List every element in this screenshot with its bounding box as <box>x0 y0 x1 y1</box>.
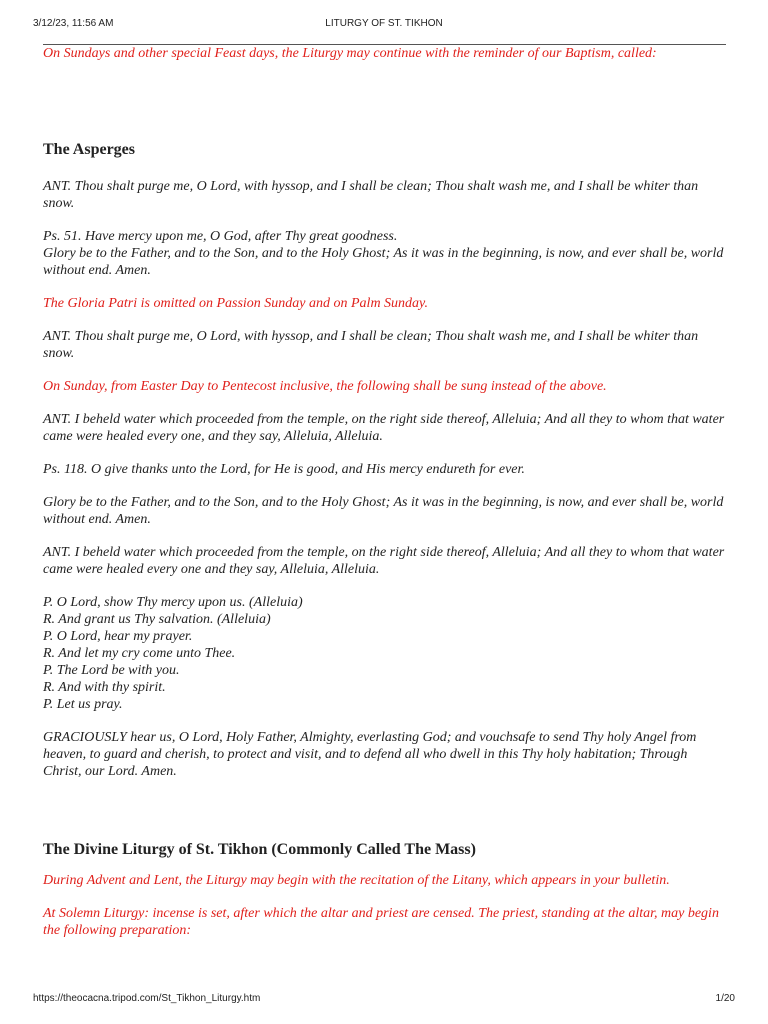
print-datetime: 3/12/23, 11:56 AM <box>33 18 114 29</box>
antiphon-2-repeat: ANT. I beheld water which proceeded from the temple, on the right side thereof, Alleluia; And all they to whom that water came were healed every one and they say, Alleluia, Alleluia. <box>43 545 725 577</box>
spacer <box>43 160 726 178</box>
response: R. And with thy spirit. <box>43 680 166 695</box>
psalm-118: Ps. 118. O give thanks unto the Lord, for He is good, and His mercy endureth for ever. <box>43 462 525 477</box>
gloria-patri-1: Glory be to the Father, and to the Son, and to the Holy Ghost; As it was in the beginning, is now, and ever shall be, world without end. Amen. <box>43 246 724 278</box>
response: R. And grant us Thy salvation. (Alleluia) <box>43 612 271 627</box>
page-header <box>0 18 768 32</box>
versicle: P. The Lord be with you. <box>43 663 180 678</box>
rubric-gloria: The Gloria Patri is omitted on Passion Sunday and on Palm Sunday. <box>43 296 428 311</box>
document-body <box>43 45 726 955</box>
document-title: LITURGY OF ST. TIKHON <box>325 18 443 29</box>
antiphon-2: ANT. I beheld water which proceeded from the temple, on the right side thereof, Alleluia; And all they to whom that water came were healed every one, and they say, Alleluia, Alleluia. <box>43 412 725 444</box>
versicle: P. O Lord, hear my prayer. <box>43 629 193 644</box>
liturgy-heading: The Divine Liturgy of St. Tikhon (Commonly Called The Mass) <box>43 841 476 858</box>
page-number: 1/20 <box>715 993 735 1004</box>
spacer <box>43 796 726 840</box>
source-url[interactable]: https://theocacna.tripod.com/St_Tikhon_Liturgy.htm <box>33 993 261 1004</box>
versicles <box>43 594 726 713</box>
response: R. And let my cry come unto Thee. <box>43 646 236 661</box>
asperges-heading: The Asperges <box>43 141 135 158</box>
intro-rubric: On Sundays and other special Feast days, the Liturgy may continue with the reminder of our Baptism, called: <box>43 46 657 61</box>
spacer <box>43 78 726 140</box>
versicle: P. O Lord, show Thy mercy upon us. (Alleluia) <box>43 595 303 610</box>
rubric-advent: During Advent and Lent, the Liturgy may begin with the recitation of the Litany, which appears in your bulletin. <box>43 873 670 888</box>
spacer <box>43 860 726 872</box>
gloria-patri-2: Glory be to the Father, and to the Son, and to the Holy Ghost; As it was in the beginning, is now, and ever shall be, world without end. Amen. <box>43 495 724 527</box>
psalm-51-block <box>43 228 726 279</box>
versicle: P. Let us pray. <box>43 697 123 712</box>
collect: GRACIOUSLY hear us, O Lord, Holy Father, Almighty, everlasting God; and vouchsafe to send Thy holy Angel from heaven, to guard and cherish, to protect and visit, and to defend all who dwell in this Thy holy habitation; Through Christ, our Lord. Amen. <box>43 730 697 779</box>
antiphon-1-repeat: ANT. Thou shalt purge me, O Lord, with hyssop, and I shall be clean; Thou shalt wash me, and I shall be whiter than snow. <box>43 329 699 361</box>
antiphon-1: ANT. Thou shalt purge me, O Lord, with hyssop, and I shall be clean; Thou shalt wash me, and I shall be whiter than snow. <box>43 179 699 211</box>
rubric-easter: On Sunday, from Easter Day to Pentecost inclusive, the following shall be sung instead of the above. <box>43 379 607 394</box>
page-footer <box>0 993 768 1007</box>
psalm-51-line: Ps. 51. Have mercy upon me, O God, after Thy great goodness. <box>43 229 398 244</box>
rubric-solemn: At Solemn Liturgy: incense is set, after which the altar and priest are censed. The priest, standing at the altar, may begin the following preparation: <box>43 906 719 938</box>
